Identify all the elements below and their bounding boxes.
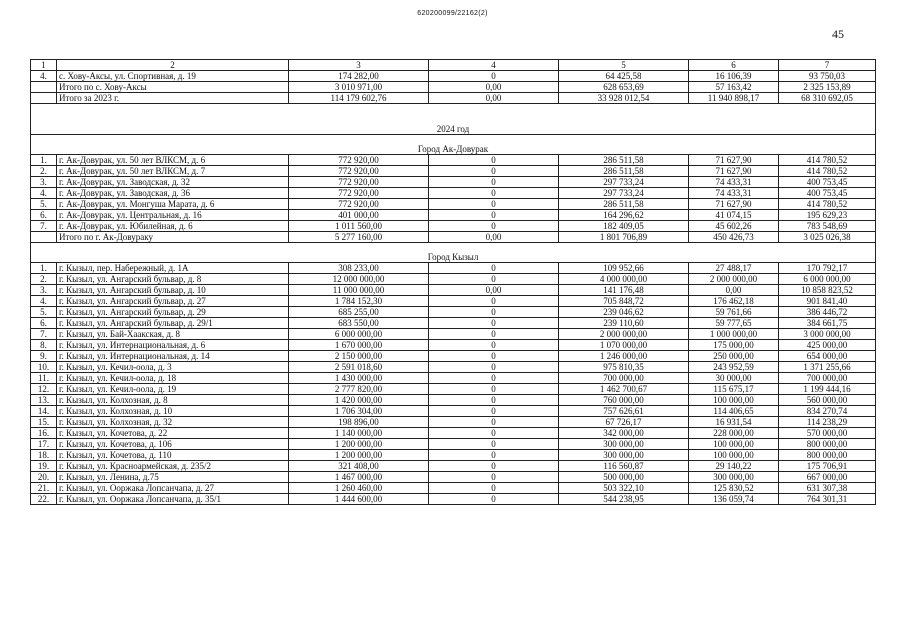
col4-value: 0 xyxy=(429,362,559,373)
col6-value: 59 761,66 xyxy=(689,307,779,318)
col4-value: 0 xyxy=(429,483,559,494)
col6-value: 74 433,31 xyxy=(689,188,779,199)
total-row xyxy=(31,232,876,243)
col6-value: 71 627,90 xyxy=(689,199,779,210)
col6-value: 57 163,42 xyxy=(689,82,779,93)
col6-value: 2 000 000,00 xyxy=(689,274,779,285)
row-number: 3. xyxy=(31,177,57,188)
address-cell: г. Кызыл, ул. Колхозная, д. 8 xyxy=(57,395,289,406)
col5-value: 286 511,58 xyxy=(559,166,689,177)
page-number: 45 xyxy=(832,27,844,41)
col6-value: 228 000,00 xyxy=(689,428,779,439)
address-cell: г. Кызыл, ул. Колхозная, д. 32 xyxy=(57,417,289,428)
row-number: 21. xyxy=(31,483,57,494)
col3-value: 401 000,00 xyxy=(289,210,429,221)
col3-value: 1 467 000,00 xyxy=(289,472,429,483)
col4-value: 0 xyxy=(429,199,559,210)
col7-value: 800 000,00 xyxy=(779,439,876,450)
col4-value: 0 xyxy=(429,340,559,351)
document-id: 620200099/22162(2) xyxy=(417,10,488,17)
address-cell: г. Кызыл, ул. Красноармейская, д. 235/2 xyxy=(57,461,289,472)
col5-value: 1 462 700,67 xyxy=(559,384,689,395)
table-row xyxy=(31,450,876,461)
col5-value: 67 726,17 xyxy=(559,417,689,428)
address-cell: г. Кызыл, ул. Ленина, д.75 xyxy=(57,472,289,483)
col3-value: 2 150 000,00 xyxy=(289,351,429,362)
col4-value: 0 xyxy=(429,166,559,177)
table-row xyxy=(31,177,876,188)
table-row xyxy=(31,461,876,472)
row-number: 8. xyxy=(31,340,57,351)
column-header: 7 xyxy=(779,60,876,71)
col7-value: 901 841,40 xyxy=(779,296,876,307)
col3-value: 1 444 600,00 xyxy=(289,494,429,505)
column-header: 6 xyxy=(689,60,779,71)
col5-value: 239 046,62 xyxy=(559,307,689,318)
table-row xyxy=(31,307,876,318)
col7-value: 654 000,00 xyxy=(779,351,876,362)
col6-value: 114 406,65 xyxy=(689,406,779,417)
col3-value: 1 200 000,00 xyxy=(289,450,429,461)
col5-value: 116 560,87 xyxy=(559,461,689,472)
col3-value: 5 277 160,00 xyxy=(289,232,429,243)
col5-value: 975 810,35 xyxy=(559,362,689,373)
spacer-row-cell xyxy=(31,135,876,145)
col6-value: 27 488,17 xyxy=(689,263,779,274)
col3-value: 1 784 152,30 xyxy=(289,296,429,307)
address-cell: г. Кызыл, ул. Кочетова, д. 110 xyxy=(57,450,289,461)
col6-value: 0,00 xyxy=(689,285,779,296)
col7-value: 425 000,00 xyxy=(779,340,876,351)
row-number: 11. xyxy=(31,373,57,384)
col4-value: 0 xyxy=(429,373,559,384)
col5-value: 164 296,62 xyxy=(559,210,689,221)
col7-value: 414 780,52 xyxy=(779,166,876,177)
col7-value: 6 000 000,00 xyxy=(779,274,876,285)
col6-value: 100 000,00 xyxy=(689,450,779,461)
address-cell: г. Кызыл, ул. Ооржака Лопсанчапа, д. 35/1 xyxy=(57,494,289,505)
col7-value: 414 780,52 xyxy=(779,199,876,210)
col7-value: 3 000 000,00 xyxy=(779,329,876,340)
column-header: 5 xyxy=(559,60,689,71)
column-header: 2 xyxy=(57,60,289,71)
col5-value: 300 000,00 xyxy=(559,439,689,450)
col3-value: 12 000 000,00 xyxy=(289,274,429,285)
col5-value: 544 238,95 xyxy=(559,494,689,505)
col5-value: 64 425,58 xyxy=(559,71,689,82)
row-number: 1. xyxy=(31,155,57,166)
col6-value: 243 952,59 xyxy=(689,362,779,373)
col4-value: 0 xyxy=(429,395,559,406)
col3-value: 1 011 560,00 xyxy=(289,221,429,232)
col5-value: 297 733,24 xyxy=(559,188,689,199)
address-cell: г. Ак-Довурак, ул. Центральная, д. 16 xyxy=(57,210,289,221)
col4-value: 0 xyxy=(429,221,559,232)
col3-value: 6 000 000,00 xyxy=(289,329,429,340)
col4-value: 0 xyxy=(429,450,559,461)
col4-value: 0 xyxy=(429,417,559,428)
address-cell: с. Хову-Аксы, ул. Спортивная, д. 19 xyxy=(57,71,289,82)
address-cell: г. Кызыл, ул. Интернациональная, д. 14 xyxy=(57,351,289,362)
address-cell: г. Кызыл, ул. Ангарский бульвар, д. 29 xyxy=(57,307,289,318)
col6-value: 29 140,22 xyxy=(689,461,779,472)
col5-value: 300 000,00 xyxy=(559,450,689,461)
table-row xyxy=(31,155,876,166)
address-cell: г. Кызыл, ул. Кечил-оола, д. 19 xyxy=(57,384,289,395)
col5-value: 1 801 706,89 xyxy=(559,232,689,243)
col7-value: 170 792,17 xyxy=(779,263,876,274)
address-cell: г. Кызыл, ул. Ангарский бульвар, д. 27 xyxy=(57,296,289,307)
col4-value: 0 xyxy=(429,329,559,340)
row-number: 16. xyxy=(31,428,57,439)
address-cell: Итого по г. Ак-Довураку xyxy=(57,232,289,243)
row-number: 19. xyxy=(31,461,57,472)
row-number: 12. xyxy=(31,384,57,395)
col4-value: 0 xyxy=(429,472,559,483)
table-row xyxy=(31,483,876,494)
address-cell: г. Ак-Довурак, ул. Юбилейная, д. 6 xyxy=(57,221,289,232)
row-number: 15. xyxy=(31,417,57,428)
col4-value: 0 xyxy=(429,439,559,450)
col7-value: 3 025 026,38 xyxy=(779,232,876,243)
table-row xyxy=(31,494,876,505)
table-row xyxy=(31,384,876,395)
budget-table xyxy=(30,59,876,505)
row-number: 17. xyxy=(31,439,57,450)
row-number xyxy=(31,82,57,93)
table-row xyxy=(31,340,876,351)
table-row xyxy=(31,428,876,439)
col4-value: 0 xyxy=(429,210,559,221)
col5-value: 33 928 012,54 xyxy=(559,93,689,104)
col4-value: 0 xyxy=(429,263,559,274)
row-number: 2. xyxy=(31,274,57,285)
address-cell: г. Кызыл, ул. Бай-Хаакская, д. 8 xyxy=(57,329,289,340)
col7-value: 195 629,23 xyxy=(779,210,876,221)
col7-value: 1 199 444,16 xyxy=(779,384,876,395)
col6-value: 1 000 000,00 xyxy=(689,329,779,340)
column-header: 1 xyxy=(31,60,57,71)
col6-value: 136 059,74 xyxy=(689,494,779,505)
col3-value: 308 233,00 xyxy=(289,263,429,274)
col6-value: 11 940 898,17 xyxy=(689,93,779,104)
year-heading xyxy=(31,124,876,135)
row-number xyxy=(31,232,57,243)
address-cell: г. Кызыл, пер. Набережный, д. 1А xyxy=(57,263,289,274)
col3-value: 1 140 000,00 xyxy=(289,428,429,439)
col5-value: 757 626,61 xyxy=(559,406,689,417)
address-cell: г. Кызыл, ул. Ангарский бульвар, д. 10 xyxy=(57,285,289,296)
col7-value: 631 307,38 xyxy=(779,483,876,494)
row-number: 9. xyxy=(31,351,57,362)
col3-value: 198 896,00 xyxy=(289,417,429,428)
table-row xyxy=(31,221,876,232)
col5-value: 286 511,58 xyxy=(559,199,689,210)
col5-value: 628 653,69 xyxy=(559,82,689,93)
table-row xyxy=(31,285,876,296)
col4-value: 0 xyxy=(429,177,559,188)
address-cell: Итого за 2023 г. xyxy=(57,93,289,104)
column-header: 3 xyxy=(289,60,429,71)
col7-value: 560 000,00 xyxy=(779,395,876,406)
row-number: 6. xyxy=(31,318,57,329)
table-row xyxy=(31,373,876,384)
table-row xyxy=(31,71,876,82)
table-row xyxy=(31,417,876,428)
col7-value: 400 753,45 xyxy=(779,177,876,188)
address-cell: Итого по с. Хову-Аксы xyxy=(57,82,289,93)
table-row xyxy=(31,439,876,450)
spacer-row xyxy=(31,104,876,125)
table-row xyxy=(31,362,876,373)
col6-value: 175 000,00 xyxy=(689,340,779,351)
col4-value: 0 xyxy=(429,406,559,417)
col6-value: 250 000,00 xyxy=(689,351,779,362)
section-heading-kyzyl xyxy=(31,252,876,263)
col7-value: 667 000,00 xyxy=(779,472,876,483)
col4-value: 0 xyxy=(429,307,559,318)
col4-value: 0,00 xyxy=(429,285,559,296)
col4-value: 0,00 xyxy=(429,232,559,243)
row-number: 18. xyxy=(31,450,57,461)
col3-value: 685 255,00 xyxy=(289,307,429,318)
col3-value: 772 920,00 xyxy=(289,155,429,166)
address-cell: г. Кызыл, ул. Кочетова, д. 106 xyxy=(57,439,289,450)
column-header: 4 xyxy=(429,60,559,71)
col3-value: 772 920,00 xyxy=(289,166,429,177)
col4-value: 0 xyxy=(429,274,559,285)
col4-value: 0,00 xyxy=(429,82,559,93)
col7-value: 175 706,91 xyxy=(779,461,876,472)
row-number: 7. xyxy=(31,221,57,232)
col5-value: 760 000,00 xyxy=(559,395,689,406)
col4-value: 0 xyxy=(429,461,559,472)
year-heading-cell: 2024 год xyxy=(31,124,876,135)
row-number xyxy=(31,93,57,104)
table-row xyxy=(31,210,876,221)
row-number: 2. xyxy=(31,166,57,177)
header-row xyxy=(31,60,876,71)
row-number: 4. xyxy=(31,296,57,307)
col5-value: 297 733,24 xyxy=(559,177,689,188)
col4-value: 0 xyxy=(429,155,559,166)
address-cell: г. Ак-Довурак, ул. Заводская, д. 32 xyxy=(57,177,289,188)
table-row xyxy=(31,188,876,199)
table-row xyxy=(31,395,876,406)
col3-value: 3 010 971,00 xyxy=(289,82,429,93)
address-cell: г. Кызыл, ул. Ангарский бульвар, д. 8 xyxy=(57,274,289,285)
address-cell: г. Ак-Довурак, ул. 50 лет ВЛКСМ, д. 6 xyxy=(57,155,289,166)
col7-value: 400 753,45 xyxy=(779,188,876,199)
col7-value: 2 325 153,89 xyxy=(779,82,876,93)
col3-value: 772 920,00 xyxy=(289,188,429,199)
address-cell: г. Кызыл, ул. Ангарский бульвар, д. 29/1 xyxy=(57,318,289,329)
col7-value: 10 858 823,52 xyxy=(779,285,876,296)
col6-value: 300 000,00 xyxy=(689,472,779,483)
col3-value: 1 706 304,00 xyxy=(289,406,429,417)
col7-value: 384 661,75 xyxy=(779,318,876,329)
col6-value: 100 000,00 xyxy=(689,395,779,406)
col5-value: 239 110,60 xyxy=(559,318,689,329)
col3-value: 1 430 000,00 xyxy=(289,373,429,384)
col3-value: 1 420 000,00 xyxy=(289,395,429,406)
col5-value: 503 322,10 xyxy=(559,483,689,494)
col4-value: 0 xyxy=(429,428,559,439)
col6-value: 74 433,31 xyxy=(689,177,779,188)
col6-value: 30 000,00 xyxy=(689,373,779,384)
col6-value: 100 000,00 xyxy=(689,439,779,450)
col5-value: 500 000,00 xyxy=(559,472,689,483)
table-row xyxy=(31,199,876,210)
col6-value: 16 931,54 xyxy=(689,417,779,428)
address-cell: г. Ак-Довурак, ул. 50 лет ВЛКСМ, д. 7 xyxy=(57,166,289,177)
table-row xyxy=(31,351,876,362)
row-number: 4. xyxy=(31,188,57,199)
col3-value: 321 408,00 xyxy=(289,461,429,472)
table-row xyxy=(31,263,876,274)
col5-value: 4 000 000,00 xyxy=(559,274,689,285)
table-row xyxy=(31,274,876,285)
col4-value: 0 xyxy=(429,384,559,395)
spacer-row xyxy=(31,135,876,145)
col3-value: 683 550,00 xyxy=(289,318,429,329)
row-number: 20. xyxy=(31,472,57,483)
col4-value: 0 xyxy=(429,188,559,199)
col6-value: 45 602,26 xyxy=(689,221,779,232)
col6-value: 176 462,18 xyxy=(689,296,779,307)
col6-value: 41 074,15 xyxy=(689,210,779,221)
address-cell: г. Ак-Довурак, ул. Заводская, д. 36 xyxy=(57,188,289,199)
section-heading-akdovurak-cell: Город Ак-Довурак xyxy=(31,144,876,155)
col4-value: 0,00 xyxy=(429,93,559,104)
spacer-row xyxy=(31,243,876,253)
col7-value: 1 371 255,66 xyxy=(779,362,876,373)
row-number: 10. xyxy=(31,362,57,373)
col5-value: 700 000,00 xyxy=(559,373,689,384)
col3-value: 1 200 000,00 xyxy=(289,439,429,450)
col7-value: 386 446,72 xyxy=(779,307,876,318)
col3-value: 114 179 602,76 xyxy=(289,93,429,104)
row-number: 22. xyxy=(31,494,57,505)
col6-value: 125 830,52 xyxy=(689,483,779,494)
address-cell: г. Кызыл, ул. Интернациональная, д. 6 xyxy=(57,340,289,351)
col5-value: 342 000,00 xyxy=(559,428,689,439)
col7-value: 800 000,00 xyxy=(779,450,876,461)
table-row xyxy=(31,82,876,93)
col7-value: 68 310 692,05 xyxy=(779,93,876,104)
col4-value: 0 xyxy=(429,318,559,329)
col4-value: 0 xyxy=(429,351,559,362)
col5-value: 182 409,05 xyxy=(559,221,689,232)
row-number: 5. xyxy=(31,199,57,210)
address-cell: г. Кызыл, ул. Колхозная, д. 10 xyxy=(57,406,289,417)
row-number: 4. xyxy=(31,71,57,82)
col3-value: 174 282,00 xyxy=(289,71,429,82)
row-number: 5. xyxy=(31,307,57,318)
col4-value: 0 xyxy=(429,494,559,505)
col6-value: 16 106,39 xyxy=(689,71,779,82)
col5-value: 2 000 000,00 xyxy=(559,329,689,340)
col7-value: 700 000,00 xyxy=(779,373,876,384)
row-number: 7. xyxy=(31,329,57,340)
row-number: 3. xyxy=(31,285,57,296)
col5-value: 705 848,72 xyxy=(559,296,689,307)
col3-value: 2 591 018,60 xyxy=(289,362,429,373)
col7-value: 783 548,69 xyxy=(779,221,876,232)
col6-value: 450 426,73 xyxy=(689,232,779,243)
table-row xyxy=(31,406,876,417)
col6-value: 59 777,65 xyxy=(689,318,779,329)
row-number: 1. xyxy=(31,263,57,274)
table-body xyxy=(31,60,876,505)
col7-value: 93 750,03 xyxy=(779,71,876,82)
table-row xyxy=(31,166,876,177)
address-cell: г. Кызыл, ул. Кочетова, д. 22 xyxy=(57,428,289,439)
address-cell: г. Кызыл, ул. Кечил-оола, д. 3 xyxy=(57,362,289,373)
col7-value: 414 780,52 xyxy=(779,155,876,166)
col5-value: 141 176,48 xyxy=(559,285,689,296)
col6-value: 115 675,17 xyxy=(689,384,779,395)
col7-value: 570 000,00 xyxy=(779,428,876,439)
row-number: 13. xyxy=(31,395,57,406)
address-cell: г. Кызыл, ул. Ооржака Лопсанчапа, д. 27 xyxy=(57,483,289,494)
col6-value: 71 627,90 xyxy=(689,155,779,166)
col6-value: 71 627,90 xyxy=(689,166,779,177)
col3-value: 11 000 000,00 xyxy=(289,285,429,296)
table-row xyxy=(31,329,876,340)
table-row xyxy=(31,296,876,307)
col4-value: 0 xyxy=(429,71,559,82)
col3-value: 1 670 000,00 xyxy=(289,340,429,351)
col7-value: 764 301,31 xyxy=(779,494,876,505)
col5-value: 109 952,66 xyxy=(559,263,689,274)
spacer-row-cell xyxy=(31,243,876,253)
col5-value: 1 070 000,00 xyxy=(559,340,689,351)
col4-value: 0 xyxy=(429,296,559,307)
section-heading-akdovurak xyxy=(31,144,876,155)
address-cell: г. Ак-Довурак, ул. Монгуша Марата, д. 6 xyxy=(57,199,289,210)
col5-value: 286 511,58 xyxy=(559,155,689,166)
row-number: 14. xyxy=(31,406,57,417)
col7-value: 834 270,74 xyxy=(779,406,876,417)
spacer-row-cell xyxy=(31,104,876,125)
table-row xyxy=(31,318,876,329)
col3-value: 1 260 460,00 xyxy=(289,483,429,494)
table-row xyxy=(31,472,876,483)
row-number: 6. xyxy=(31,210,57,221)
section-heading-kyzyl-cell: Город Кызыл xyxy=(31,252,876,263)
col5-value: 1 246 000,00 xyxy=(559,351,689,362)
address-cell: г. Кызыл, ул. Кечил-оола, д. 18 xyxy=(57,373,289,384)
col3-value: 772 920,00 xyxy=(289,199,429,210)
col7-value: 114 238,29 xyxy=(779,417,876,428)
col3-value: 2 777 820,00 xyxy=(289,384,429,395)
col3-value: 772 920,00 xyxy=(289,177,429,188)
table-row xyxy=(31,93,876,104)
